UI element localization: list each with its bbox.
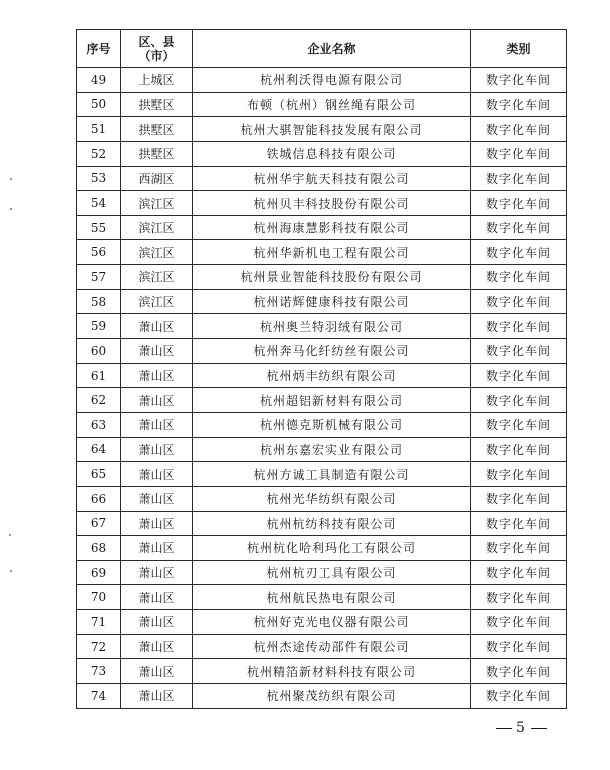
district-cell: 滨江区 bbox=[121, 215, 193, 240]
district-cell: 萧山区 bbox=[121, 610, 193, 635]
category-cell: 数字化车间 bbox=[471, 289, 567, 314]
company-name-cell: 杭州东嘉宏实业有限公司 bbox=[193, 437, 471, 462]
district-cell: 萧山区 bbox=[121, 412, 193, 437]
table-row bbox=[77, 215, 567, 240]
table-header-row bbox=[77, 30, 567, 68]
company-name-cell: 杭州景业智能科技股份有限公司 bbox=[193, 265, 471, 290]
table-row bbox=[77, 486, 567, 511]
seq-cell: 68 bbox=[77, 536, 121, 561]
company-name-cell: 杭州炳丰纺织有限公司 bbox=[193, 363, 471, 388]
company-name-cell: 杭州奔马化纤纺丝有限公司 bbox=[193, 339, 471, 364]
company-name-cell: 杭州利沃得电源有限公司 bbox=[193, 68, 471, 93]
category-cell: 数字化车间 bbox=[471, 265, 567, 290]
table-row bbox=[77, 536, 567, 561]
category-cell: 数字化车间 bbox=[471, 314, 567, 339]
seq-cell: 61 bbox=[77, 363, 121, 388]
company-name-cell: 杭州诺辉健康科技有限公司 bbox=[193, 289, 471, 314]
seq-cell: 50 bbox=[77, 92, 121, 117]
seq-cell: 57 bbox=[77, 265, 121, 290]
district-cell: 萧山区 bbox=[121, 659, 193, 684]
district-cell: 萧山区 bbox=[121, 363, 193, 388]
header-seq: 序号 bbox=[77, 30, 121, 68]
seq-cell: 69 bbox=[77, 560, 121, 585]
category-cell: 数字化车间 bbox=[471, 462, 567, 487]
scan-speck bbox=[10, 178, 12, 180]
category-cell: 数字化车间 bbox=[471, 634, 567, 659]
table-row bbox=[77, 388, 567, 413]
company-name-cell: 杭州奥兰特羽绒有限公司 bbox=[193, 314, 471, 339]
seq-cell: 66 bbox=[77, 486, 121, 511]
district-cell: 滨江区 bbox=[121, 265, 193, 290]
header-district-line2: （市） bbox=[138, 48, 175, 63]
district-cell: 萧山区 bbox=[121, 462, 193, 487]
company-name-cell: 杭州大骐智能科技发展有限公司 bbox=[193, 117, 471, 142]
seq-cell: 56 bbox=[77, 240, 121, 265]
table-row bbox=[77, 560, 567, 585]
company-name-cell: 杭州好克光电仪器有限公司 bbox=[193, 610, 471, 635]
table-row bbox=[77, 412, 567, 437]
company-list-table bbox=[76, 29, 567, 709]
company-name-cell: 杭州光华纺织有限公司 bbox=[193, 486, 471, 511]
table-row bbox=[77, 289, 567, 314]
table-row bbox=[77, 684, 567, 709]
district-cell: 滨江区 bbox=[121, 240, 193, 265]
table-row bbox=[77, 314, 567, 339]
table-row bbox=[77, 240, 567, 265]
table-row bbox=[77, 92, 567, 117]
category-cell: 数字化车间 bbox=[471, 166, 567, 191]
scan-speck bbox=[10, 208, 12, 210]
seq-cell: 63 bbox=[77, 412, 121, 437]
company-name-cell: 杭州杭纺科技有限公司 bbox=[193, 511, 471, 536]
seq-cell: 58 bbox=[77, 289, 121, 314]
category-cell: 数字化车间 bbox=[471, 68, 567, 93]
district-cell: 萧山区 bbox=[121, 314, 193, 339]
seq-cell: 71 bbox=[77, 610, 121, 635]
district-cell: 萧山区 bbox=[121, 585, 193, 610]
category-cell: 数字化车间 bbox=[471, 117, 567, 142]
category-cell: 数字化车间 bbox=[471, 191, 567, 216]
seq-cell: 70 bbox=[77, 585, 121, 610]
category-cell: 数字化车间 bbox=[471, 610, 567, 635]
district-cell: 萧山区 bbox=[121, 560, 193, 585]
table-row bbox=[77, 634, 567, 659]
header-district-line1: 区、县 bbox=[138, 34, 175, 49]
seq-cell: 73 bbox=[77, 659, 121, 684]
company-name-cell: 杭州聚茂纺织有限公司 bbox=[193, 684, 471, 709]
category-cell: 数字化车间 bbox=[471, 240, 567, 265]
table-row bbox=[77, 191, 567, 216]
header-district bbox=[121, 30, 193, 68]
category-cell: 数字化车间 bbox=[471, 659, 567, 684]
district-cell: 滨江区 bbox=[121, 191, 193, 216]
page-number-value: 5 bbox=[516, 720, 527, 736]
company-name-cell: 杭州德克斯机械有限公司 bbox=[193, 412, 471, 437]
district-cell: 萧山区 bbox=[121, 339, 193, 364]
page-dash-left bbox=[496, 728, 512, 729]
company-name-cell: 杭州超铝新材料有限公司 bbox=[193, 388, 471, 413]
district-cell: 萧山区 bbox=[121, 388, 193, 413]
category-cell: 数字化车间 bbox=[471, 412, 567, 437]
scan-speck bbox=[10, 570, 12, 572]
district-cell: 西湖区 bbox=[121, 166, 193, 191]
company-name-cell: 杭州贝丰科技股份有限公司 bbox=[193, 191, 471, 216]
company-name-cell: 杭州海康慧影科技有限公司 bbox=[193, 215, 471, 240]
category-cell: 数字化车间 bbox=[471, 92, 567, 117]
district-cell: 萧山区 bbox=[121, 437, 193, 462]
table-row bbox=[77, 585, 567, 610]
table-row bbox=[77, 166, 567, 191]
category-cell: 数字化车间 bbox=[471, 585, 567, 610]
category-cell: 数字化车间 bbox=[471, 388, 567, 413]
table-row bbox=[77, 462, 567, 487]
district-cell: 拱墅区 bbox=[121, 92, 193, 117]
seq-cell: 67 bbox=[77, 511, 121, 536]
category-cell: 数字化车间 bbox=[471, 684, 567, 709]
category-cell: 数字化车间 bbox=[471, 141, 567, 166]
seq-cell: 55 bbox=[77, 215, 121, 240]
company-name-cell: 布顿（杭州）钢丝绳有限公司 bbox=[193, 92, 471, 117]
district-cell: 萧山区 bbox=[121, 634, 193, 659]
seq-cell: 49 bbox=[77, 68, 121, 93]
category-cell: 数字化车间 bbox=[471, 560, 567, 585]
district-cell: 萧山区 bbox=[121, 684, 193, 709]
seq-cell: 60 bbox=[77, 339, 121, 364]
table-row bbox=[77, 363, 567, 388]
district-cell: 滨江区 bbox=[121, 289, 193, 314]
seq-cell: 72 bbox=[77, 634, 121, 659]
seq-cell: 59 bbox=[77, 314, 121, 339]
company-name-cell: 杭州方诚工具制造有限公司 bbox=[193, 462, 471, 487]
category-cell: 数字化车间 bbox=[471, 437, 567, 462]
table-row bbox=[77, 68, 567, 93]
table-row bbox=[77, 610, 567, 635]
company-name-cell: 杭州华新机电工程有限公司 bbox=[193, 240, 471, 265]
table-row bbox=[77, 117, 567, 142]
page-number bbox=[492, 720, 551, 736]
table-body bbox=[77, 68, 567, 709]
table-row bbox=[77, 659, 567, 684]
category-cell: 数字化车间 bbox=[471, 486, 567, 511]
seq-cell: 51 bbox=[77, 117, 121, 142]
district-cell: 拱墅区 bbox=[121, 141, 193, 166]
scan-speck bbox=[9, 534, 11, 536]
seq-cell: 52 bbox=[77, 141, 121, 166]
company-name-cell: 杭州航民热电有限公司 bbox=[193, 585, 471, 610]
table-row bbox=[77, 265, 567, 290]
seq-cell: 64 bbox=[77, 437, 121, 462]
district-cell: 拱墅区 bbox=[121, 117, 193, 142]
header-category: 类别 bbox=[471, 30, 567, 68]
category-cell: 数字化车间 bbox=[471, 215, 567, 240]
table-row bbox=[77, 437, 567, 462]
page-dash-right bbox=[531, 728, 547, 729]
company-name-cell: 杭州杭刃工具有限公司 bbox=[193, 560, 471, 585]
category-cell: 数字化车间 bbox=[471, 536, 567, 561]
table-row bbox=[77, 141, 567, 166]
category-cell: 数字化车间 bbox=[471, 363, 567, 388]
company-name-cell: 杭州杭化哈利玛化工有限公司 bbox=[193, 536, 471, 561]
district-cell: 萧山区 bbox=[121, 511, 193, 536]
seq-cell: 53 bbox=[77, 166, 121, 191]
district-cell: 上城区 bbox=[121, 68, 193, 93]
company-name-cell: 杭州华宇航天科技有限公司 bbox=[193, 166, 471, 191]
seq-cell: 74 bbox=[77, 684, 121, 709]
table-row bbox=[77, 511, 567, 536]
company-name-cell: 铁城信息科技有限公司 bbox=[193, 141, 471, 166]
district-cell: 萧山区 bbox=[121, 536, 193, 561]
header-company: 企业名称 bbox=[193, 30, 471, 68]
seq-cell: 65 bbox=[77, 462, 121, 487]
category-cell: 数字化车间 bbox=[471, 339, 567, 364]
table-row bbox=[77, 339, 567, 364]
district-cell: 萧山区 bbox=[121, 486, 193, 511]
company-name-cell: 杭州杰途传动部件有限公司 bbox=[193, 634, 471, 659]
seq-cell: 54 bbox=[77, 191, 121, 216]
seq-cell: 62 bbox=[77, 388, 121, 413]
company-name-cell: 杭州精箔新材料科技有限公司 bbox=[193, 659, 471, 684]
category-cell: 数字化车间 bbox=[471, 511, 567, 536]
